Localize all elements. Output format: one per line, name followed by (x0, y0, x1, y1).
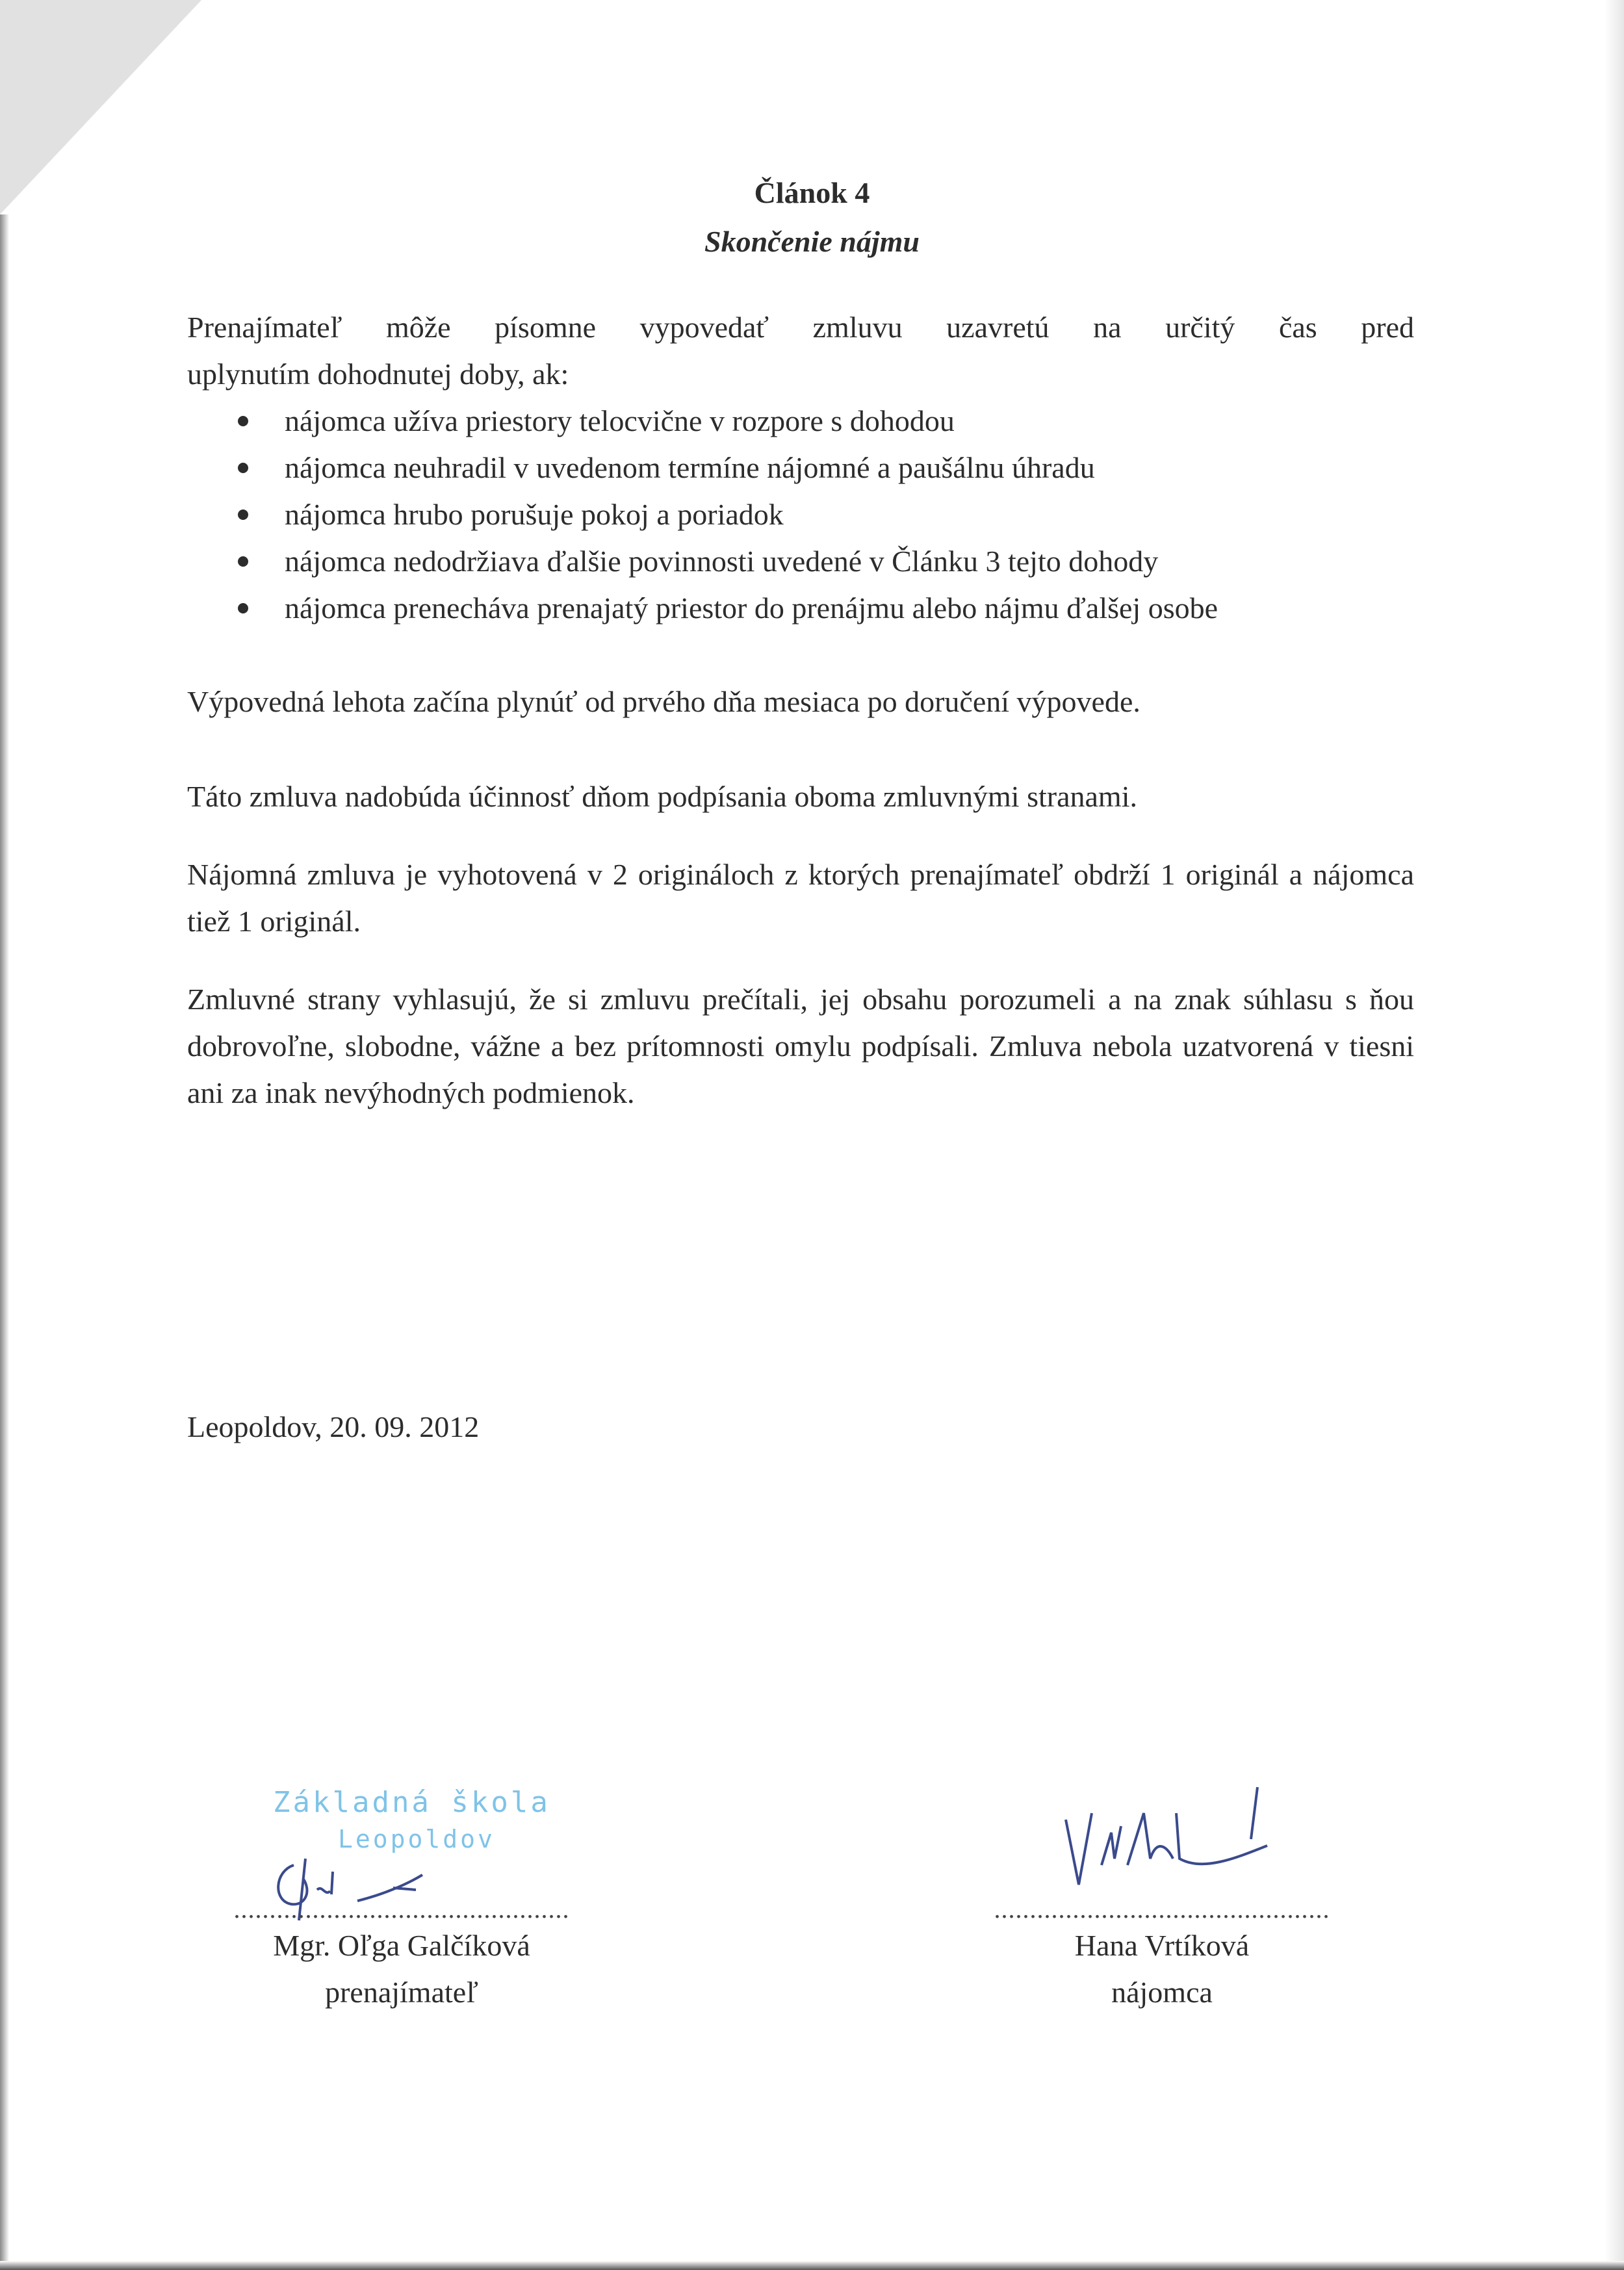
article-title: Článok 4 (754, 176, 870, 209)
list-item: nájomca nedodržiava ďalšie povinnosti uvedené v Článku 3 tejto dohody (187, 538, 1414, 585)
declaration-paragraph: Zmluvné strany vyhlasujú, že si zmluvu prečítali, jej obsahu porozumeli a na znak súhlasu s ňou dobrovoľne, slobodne, vážne a bez prítomnosti omylu podpísali. Zmluva nebola uzatvorená v tiesni ani za inak nevýhodných podmienok. (187, 983, 1414, 1109)
copies-paragraph: Nájomná zmluva je vyhotovená v 2 origináloch z ktorých prenajímateľ obdrží 1 originál a nájomca tiež 1 originál. (187, 858, 1414, 938)
intro-line-2: uplynutím dohodnutej doby, ak: (187, 357, 569, 391)
tenant-role: nájomca (1111, 1976, 1213, 2009)
landlord-signature-block (174, 1896, 629, 2016)
intro-line-1: Prenajímateľ môže písomne vypovedať zmluvu uzavretú na určitý čas pred (187, 311, 1414, 344)
signature-line: ............................................... (233, 1894, 570, 1924)
landlord-role: prenajímateľ (325, 1976, 478, 2009)
list-item: nájomca prenecháva prenajatý priestor do prenájmu alebo nájmu ďalšej osobe (187, 585, 1414, 632)
bullet-icon (238, 556, 248, 567)
tenant-name: Hana Vrtíková (1074, 1929, 1250, 1962)
landlord-name: Mgr. Oľga Galčíková (273, 1929, 530, 1962)
tenant-signature-block (941, 1896, 1383, 2016)
signature-line: ............................................... (994, 1894, 1330, 1924)
list-item: nájomca neuhradil v uvedenom termíne nájomné a paušálnu úhradu (187, 445, 1414, 491)
article-subtitle: Skončenie nájmu (704, 225, 920, 258)
bullet-icon (238, 509, 248, 520)
school-stamp-line-1: Základná škola (273, 1786, 550, 1819)
notice-period-paragraph: Výpovedná lehota začína plynúť od prvého dňa mesiaca po doručení výpovede. (187, 685, 1141, 718)
bullet-icon (238, 463, 248, 473)
list-item: nájomca užíva priestory telocvične v rozpore s dohodou (187, 398, 1414, 445)
list-item: nájomca hrubo porušuje pokoj a poriadok (187, 491, 1414, 538)
scan-edge-bottom (0, 2261, 1624, 2270)
bullet-icon (238, 416, 248, 426)
scan-edge-left (0, 214, 9, 2270)
bullet-icon (238, 603, 248, 613)
school-stamp-line-2: Leopoldov (338, 1825, 495, 1853)
place-date: Leopoldov, 20. 09. 2012 (187, 1410, 480, 1443)
scan-edge-right (1605, 0, 1624, 2270)
termination-conditions-list (187, 398, 1414, 632)
effect-paragraph: Táto zmluva nadobúda účinnosť dňom podpísania oboma zmluvnými stranami. (187, 780, 1137, 813)
